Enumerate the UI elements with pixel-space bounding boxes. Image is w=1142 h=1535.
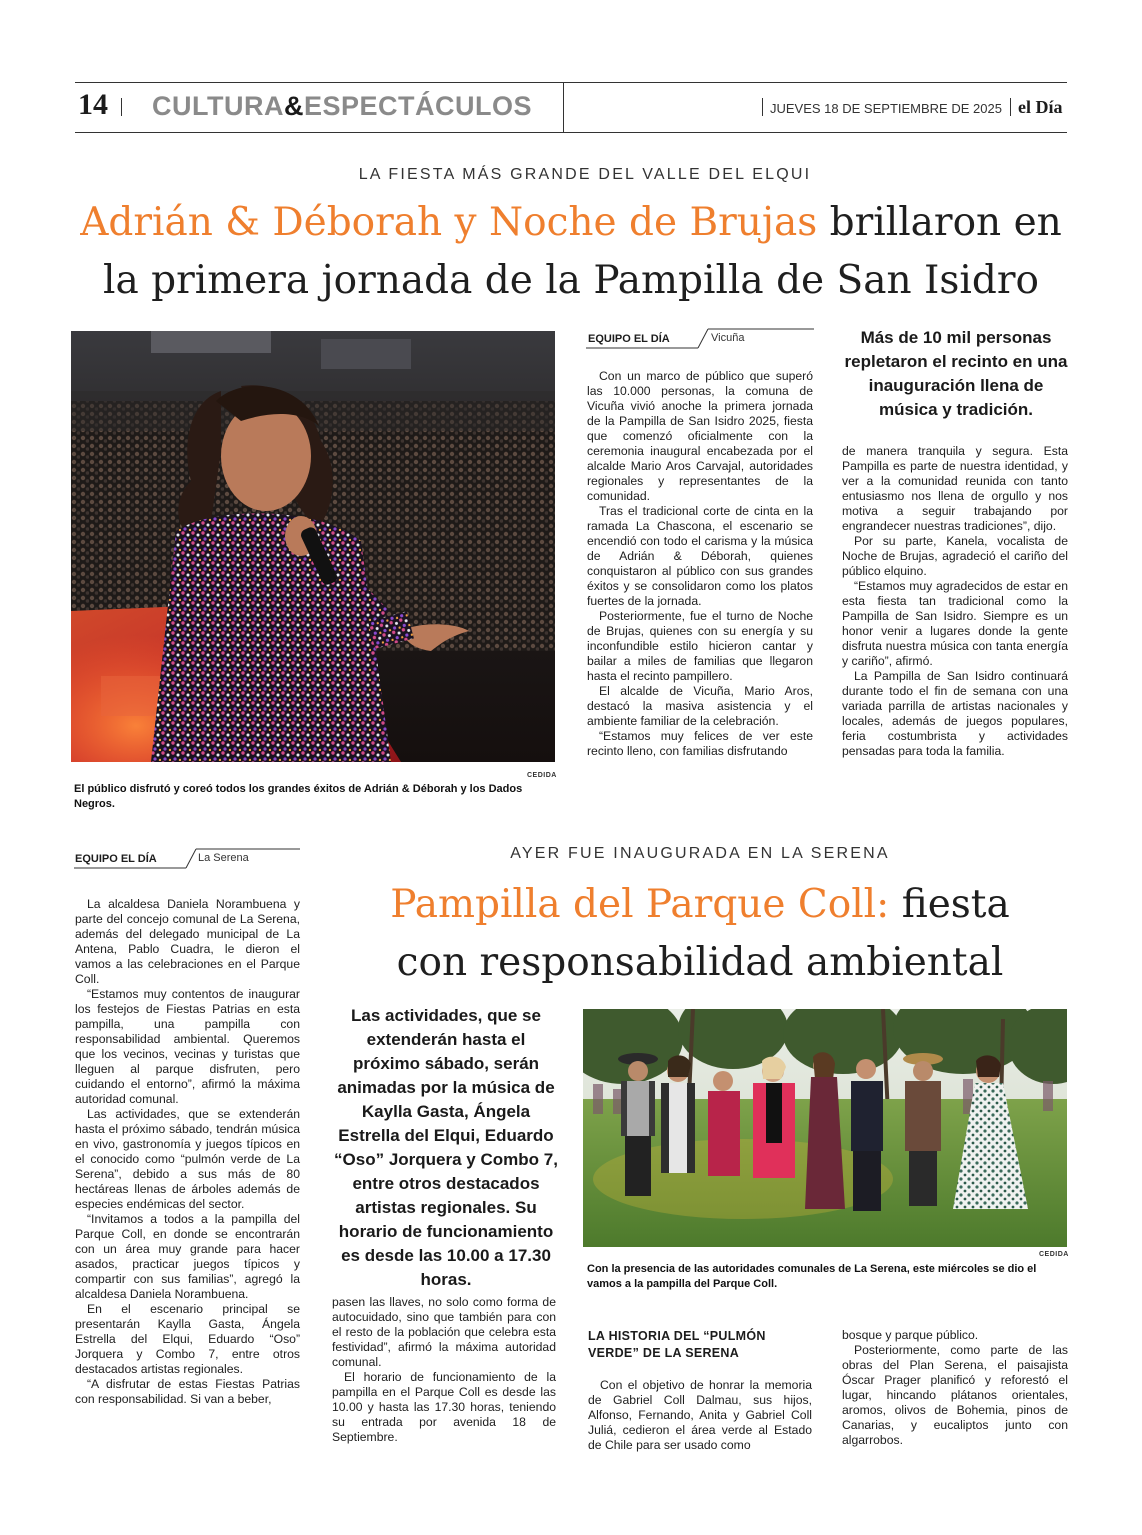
story2-column-4 [842,1328,1068,1448]
story1-paragraph: “Estamos muy felices de ver este recinto lleno, con familias disfrutando [587,729,813,758]
story2-paragraph: “A disfrutar de estas Fiestas Patrias con responsabilidad. Si van a beber, [75,1377,300,1406]
story2-photo-credit: CEDIDA [1039,1251,1069,1258]
story1-paragraph: “Estamos muy agradecidos de estar en esta fiesta tan tradicional como la Pampilla de San Isidro. Siempre es un honor venir a lugares donde la gente disfruta nuestra música con tanta energía y cariño”, afirmó. [842,579,1068,668]
story1-headline-line2: la primera jornada de la Pampilla de San Isidro [103,258,1039,303]
story2-paragraph: “Invitamos a todos a la pampilla del Parque Coll, en donde se encontrarán con un área muy grande para hacer asados, practicar juegos típicos y compartir con sus familias”, agregó la alcaldesa Daniela Norambuena. [75,1212,300,1301]
story1-paragraph: Tras el tradicional corte de cinta en la ramada La Chascona, el escenario se encendió con todo el carisma y la música de Adrián & Déborah, quienes conquistaron al público con sus grandes éxitos y se consolidaron como los platos fuertes de la jornada. [587,504,813,608]
story1-column-2 [842,444,1068,759]
story1-paragraph: Posteriormente, fue el turno de Noche de Brujas, quienes con su energía y su inconfundible estilo hicieron cantar y bailar a miles de familias que llegaron hasta el recinto pampillero. [587,609,813,683]
newspaper-logo: el Día [1018,97,1063,117]
story2-paragraph: “Estamos muy contentos de inaugurar los festejos de Fiestas Patrias en esta pampilla, una pampilla con responsabilidad ambiental. Queremos que los vecinos, vecinas y turistas que lleguen al parque disfruten, pero cuidando el entorno”, afirmó la máxima autoridad comunal. [75,987,300,1106]
story2-kicker: AYER FUE INAUGURADA EN LA SERENA [510,845,890,862]
story2-headline-rest: fiesta [889,882,1010,927]
story2-paragraph: El horario de funcionamiento de la pampilla en el Parque Coll es desde las 10.00 y hasta las 17.30 horas, teniendo su entrada por avenida 18 de Septiembre. [332,1370,556,1444]
concert-photo [71,331,555,762]
story2-pull-quote: Las actividades, que se extenderán hasta el próximo sábado, serán animadas por la música de Kaylla Gasta, Ángela Estrella del Elqui, Eduardo “Oso” Jorquera y Combo 7, entre otros destacados artistas regionales. Su horario de funcionamiento es desde las 10.00 a 17.30 horas. [334,1006,558,1289]
story2-column-1 [75,897,300,1407]
story2-paragraph: Con el objetivo de honrar la memoria de Gabriel Coll Dalmau, sus hijos, Alfonso, Fernando, Anita y Gabriel Coll Juliá, cedieron el área verde al Estado de Chile para ser usado como [588,1378,812,1452]
story1-paragraph: La Pampilla de San Isidro continuará durante todo el fin de semana con una variada parrilla de artistas nacionales y locales, además de juegos populares, feria costumbrista y actividades pensadas para toda la familia. [842,669,1068,758]
story1-paragraph: de manera tranquila y segura. Esta Pampilla es parte de nuestra identidad, y ver a la comunidad reunida con tanto entusiasmo nos llena de orgullo y nos motiva a seguir trabajando por engrandecer nuestras tradiciones”, dijo. [842,444,1068,533]
story2-byline: EQUIPO EL DÍA [75,853,157,865]
story1-headline-accent: Adrián & Déborah y Noche de Brujas [80,200,818,245]
story2-paragraph: Posteriormente, como parte de las obras del Plan Serena, el paisajista Óscar Prager planificó y reforestó el lugar, hincando plátanos orientales, aromos, olivos de Bohemia, pinos de Canarias, y eucaliptos junto con algarrobos. [842,1343,1068,1447]
story2-photo-caption: Con la presencia de las autoridades comunales de La Serena, este miércoles se dio el vamos a la pampilla del Parque Coll. [587,1263,1037,1290]
section-title-amp: & [283,91,304,121]
park-group-photo [583,1009,1067,1247]
story2-place: La Serena [198,852,249,864]
section-title [152,91,532,122]
story1-place: Vicuña [711,332,745,344]
story1-headline [60,194,1082,310]
story2-headline-accent: Pampilla del Parque Coll: [390,882,890,927]
story2-headline-line2: con responsabilidad ambiental [396,940,1004,985]
story1-byline: EQUIPO EL DÍA [588,333,670,345]
page-number: 14 [78,88,108,121]
issue-date: JUEVES 18 DE SEPTIEMBRE DE 2025 [770,101,1002,116]
story1-photo-credit: CEDIDA [527,772,557,779]
story1-kicker: LA FIESTA MÁS GRANDE DEL VALLE DEL ELQUI [358,166,812,183]
story1-byline-rule [586,326,816,350]
section-title-part1: CULTURA [152,91,284,121]
story2-paragraph: pasen las llaves, no solo como forma de autocuidado, sino que también para con el resto de la población que celebra esta festividad”, afirmó la máxima autoridad comunal. [332,1295,556,1369]
story2-column-2 [332,1295,556,1445]
story2-paragraph: La alcaldesa Daniela Norambuena y parte del concejo comunal de La Serena, además del delegado municipal de La Antena, Pablo Cuadra, le dieron el vamos a las celebraciones en el Parque Coll. [75,897,300,986]
story1-pull-quote: Más de 10 mil personas repletaron el recinto en una inauguración llena de música y tradición. [844,328,1068,419]
section-title-part2: ESPECTÁCULOS [303,91,533,121]
story1-photo-caption: El público disfrutó y coreó todos los grandes éxitos de Adrián & Déborah y los Dados Negros. [74,783,523,810]
story1-paragraph: Con un marco de público que superó las 10.000 personas, la comuna de Vicuña vivió anoche la primera jornada de la Pampilla de San Isidro 2025, fiesta que comenzó oficialmente con la ceremonia inaugural encabezada por el alcalde Mario Aros Carvajal, autoridades regionales y representantes de la comunidad. [587,369,813,503]
story1-headline-rest: brillaron en [817,200,1062,245]
story1-column-1 [587,369,813,759]
story2-headline [330,876,1070,992]
story1-paragraph: El alcalde de Vicuña, Mario Aros, destacó la masiva asistencia y el ambiente familiar de la celebración. [587,684,813,728]
story2-subhead: LA HISTORIA DEL “PULMÓN VERDE” DE LA SERENA [588,1329,766,1360]
story1-paragraph: Por su parte, Kanela, vocalista de Noche de Brujas, agradeció el cariño del público elquino. [842,534,1068,578]
story2-paragraph: bosque y parque público. [842,1328,979,1342]
story2-paragraph: En el escenario principal se presentarán Kaylla Gasta, Ángela Estrella del Elqui, Eduardo “Oso” Jorquera y Combo 7, entre otros destacados artistas regionales. [75,1302,300,1376]
story2-paragraph: Las actividades, que se extenderán hasta el próximo sábado, tendrán música en vivo, gastronomía y juegos típicos en el conocido como “pulmón verde de La Serena”, debido a sus más de 80 hectáreas llenas de árboles además de especies endémicas del sector. [75,1107,300,1211]
story2-column-3 [588,1378,812,1453]
story2-byline-rule [74,846,304,870]
